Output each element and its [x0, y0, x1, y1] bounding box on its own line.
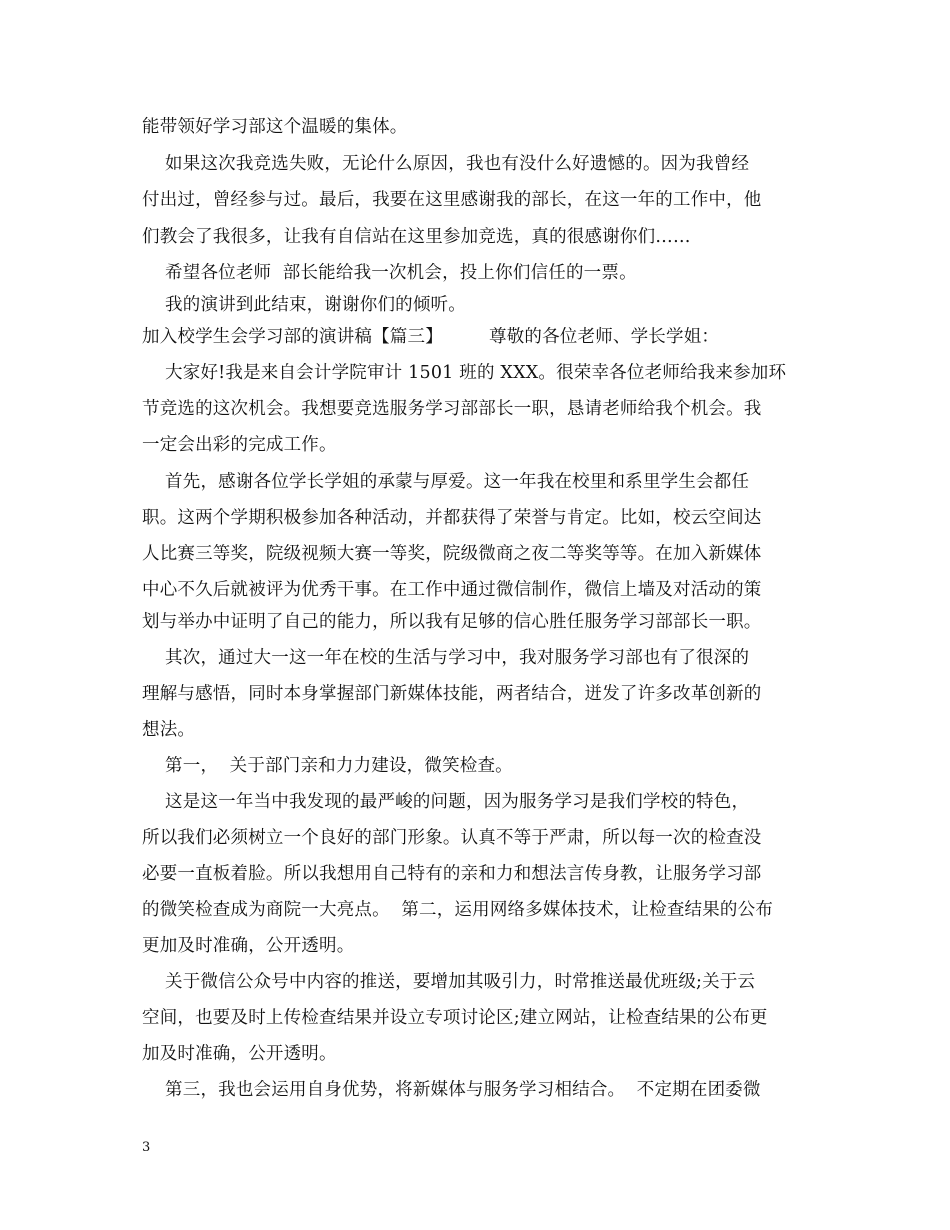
text-line: 希望各位老师 部长能给我一次机会，投上你们信任的一票。: [142, 263, 637, 283]
text-line: 人比赛三等奖，院级视频大赛一等奖，院级微商之夜二等奖等等。在加入新媒体: [142, 544, 762, 564]
text-line: 节竞选的这次机会。我想要竞选服务学习部部长一职，恳请老师给我个机会。我: [142, 399, 762, 419]
text-line: 如果这次我竞选失败，无论什么原因，我也有没什么好遗憾的。因为我曾经: [142, 154, 750, 174]
section-heading-line: 加入校学生会学习部的演讲稿【篇三】 尊敬的各位老师、学长学姐：: [142, 327, 720, 347]
text-line: 第三，我也会运用自身优势，将新媒体与服务学习相结合。 不定期在团委微: [142, 1080, 761, 1100]
text-line: 必要一直板着脸。所以我想用自己特有的亲和力和想法言传身教，让服务学习部: [142, 864, 762, 884]
text-line: 付出过，曾经参与过。最后，我要在这里感谢我的部长，在这一年的工作中，他: [142, 190, 762, 210]
text-line: 理解与感悟，同时本身掌握部门新媒体技能，两者结合，迸发了许多改革创新的: [142, 684, 762, 704]
text-line: 大家好!我是来自会计学院审计 1501 班的 XXX。很荣幸各位老师给我来参加环: [142, 363, 787, 383]
text-line: 想法。: [142, 720, 196, 740]
text-line: 所以我们必须树立一个良好的部门形象。认真不等于严肃，所以每一次的检查没: [142, 828, 762, 848]
text-line: 空间，也要及时上传检查结果并设立专项讨论区;建立网站，让检查结果的公布更: [142, 1008, 768, 1028]
text-line: 关于微信公众号中内容的推送，要增加其吸引力，时常推送最优班级;关于云: [142, 972, 756, 992]
text-line: 其次，通过大一这一年在校的生活与学习中，我对服务学习部也有了很深的: [142, 648, 750, 668]
text-line: 能带领好学习部这个温暖的集体。: [142, 117, 408, 137]
text-line: 我的演讲到此结束，谢谢你们的倾听。: [142, 295, 466, 315]
text-line: 这是这一年当中我发现的最严峻的问题，因为服务学习是我们学校的特色，: [142, 792, 750, 812]
text-line: 更加及时准确，公开透明。: [142, 936, 355, 956]
text-line: 首先，感谢各位学长学姐的承蒙与厚爱。这一年我在校里和系里学生会都任: [142, 472, 750, 492]
text-line: 的微笑检查成为商院一大亮点。 第二，运用网络多媒体技术，让检查结果的公布: [142, 900, 774, 920]
page-number: 3: [142, 1140, 151, 1155]
text-line: 们教会了我很多，让我有自信站在这里参加竞选，真的很感谢你们……: [142, 227, 691, 247]
text-line: 一定会出彩的完成工作。: [142, 435, 337, 455]
text-line: 划与举办中证明了自己的能力，所以我有足够的信心胜任服务学习部部长一职。: [142, 612, 762, 632]
text-line: 中心不久后就被评为优秀干事。在工作中通过微信制作，微信上墙及对活动的策: [142, 580, 762, 600]
text-line: 加及时准确，公开透明。: [142, 1044, 337, 1064]
text-line: 第一， 关于部门亲和力力建设，微笑检查。: [142, 756, 513, 776]
text-line: 职。这两个学期积极参加各种活动，并都获得了荣誉与肯定。比如，校云空间达: [142, 508, 762, 528]
